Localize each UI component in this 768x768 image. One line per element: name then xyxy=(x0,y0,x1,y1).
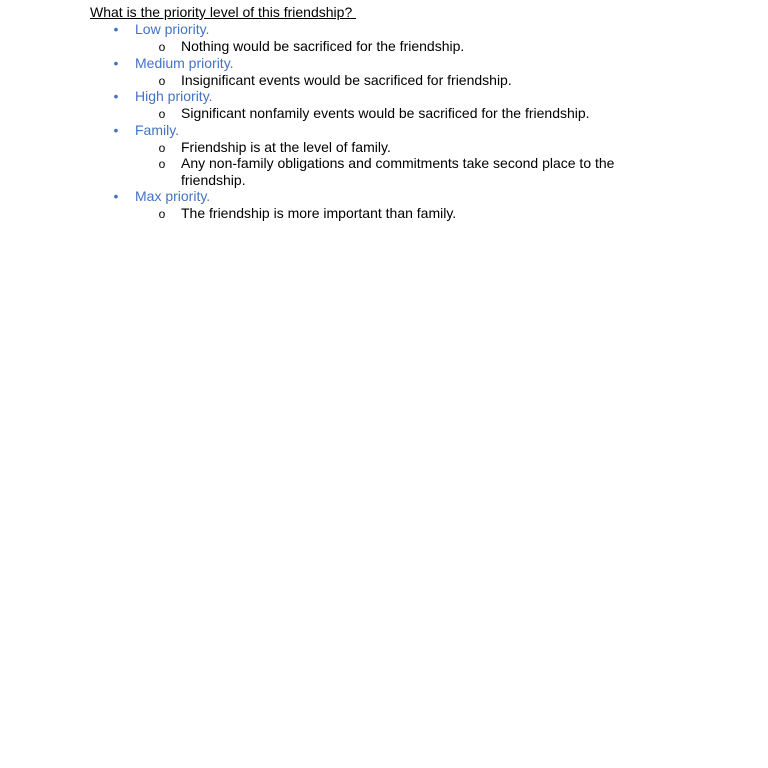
priority-label: Family. xyxy=(135,121,180,138)
list-item-family xyxy=(0,122,621,189)
detail-text: Nothing would be sacrificed for the friendship. xyxy=(181,38,465,54)
detail-item xyxy=(0,139,621,156)
detail-text: Any non-family obligations and commitments take second place to the friendship. xyxy=(181,155,615,188)
priority-label: Medium priority. xyxy=(135,54,234,71)
detail-item xyxy=(0,155,621,188)
question-heading: What is the priority level of this friendship? xyxy=(90,4,357,20)
detail-list xyxy=(135,205,621,222)
priority-list xyxy=(0,21,621,222)
detail-text: Significant nonfamily events would be sacrificed for the friendship. xyxy=(181,105,590,121)
bullet-icon: • xyxy=(113,88,119,104)
detail-list xyxy=(135,38,621,55)
list-item-medium-priority xyxy=(0,55,621,89)
list-item-high-priority xyxy=(0,88,621,122)
sub-bullet-icon: o xyxy=(158,40,166,54)
bullet-icon: • xyxy=(113,54,119,71)
detail-list xyxy=(135,105,621,122)
priority-label: Max priority. xyxy=(135,188,211,204)
detail-item xyxy=(0,72,621,89)
detail-list xyxy=(135,139,621,189)
sub-bullet-icon: o xyxy=(158,207,166,221)
detail-text: The friendship is more important than family. xyxy=(181,205,457,221)
priority-label: High priority. xyxy=(135,88,213,104)
detail-item xyxy=(0,205,621,222)
bullet-icon: • xyxy=(113,21,119,37)
detail-text: Friendship is at the level of family. xyxy=(181,138,391,155)
sub-bullet-icon: o xyxy=(158,157,166,171)
bullet-icon: • xyxy=(113,121,119,138)
priority-label: Low priority. xyxy=(135,21,210,37)
sub-bullet-icon: o xyxy=(158,73,166,88)
detail-item xyxy=(0,105,621,122)
detail-item xyxy=(0,38,621,55)
detail-list xyxy=(135,72,621,89)
list-item-max-priority xyxy=(0,188,621,222)
sub-bullet-icon: o xyxy=(158,107,166,121)
list-item-low-priority xyxy=(0,21,621,55)
sub-bullet-icon: o xyxy=(158,140,166,155)
detail-text: Insignificant events would be sacrificed for friendship. xyxy=(181,71,512,88)
bullet-icon: • xyxy=(113,188,119,204)
